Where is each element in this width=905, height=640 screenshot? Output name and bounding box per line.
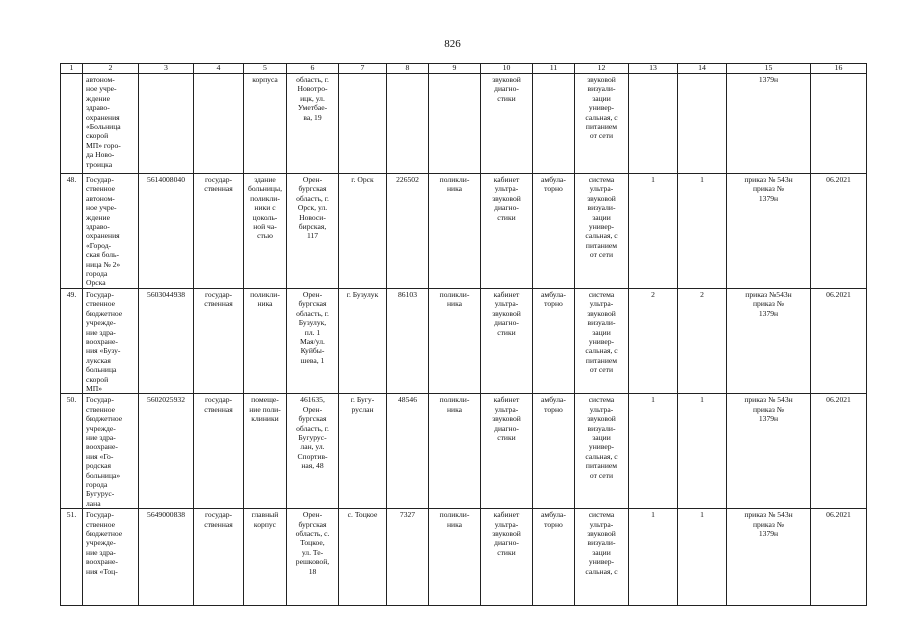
table-cell: поликли- ника [429, 288, 481, 393]
table-cell: поликли- ника [429, 509, 481, 606]
column-header: 3 [139, 64, 194, 74]
table-cell: амбула- торно [533, 174, 575, 289]
table-cell: Орен- бургская область, г. Орск, ул. Новоси- бирская, 117 [287, 174, 339, 289]
table-cell: 2 [629, 288, 678, 393]
table-cell: область, г. Новотро- ицк, ул. Уметбае- ва, 19 [287, 74, 339, 174]
table-cell [678, 74, 727, 174]
table-cell: Государ- ственное бюджетное учрежде- ние здра- воохране- ния «Тоц- [83, 509, 139, 606]
table-cell [61, 74, 83, 174]
column-header: 6 [287, 64, 339, 74]
table-cell: 7327 [387, 509, 429, 606]
table-cell: 1 [678, 394, 727, 509]
table-cell: Орен- бургская область, г. Бузулук, пл. 1 Мая/ул. Куйбы- шева, 1 [287, 288, 339, 393]
table-cell: амбула- торно [533, 509, 575, 606]
column-header: 9 [429, 64, 481, 74]
table-cell: 1 [629, 394, 678, 509]
column-header: 14 [678, 64, 727, 74]
table-cell [339, 74, 387, 174]
table-cell: корпуса [244, 74, 287, 174]
table-cell [533, 74, 575, 174]
table-row [61, 74, 867, 174]
table-cell: кабинет ультра- звуковой диагно- стики [481, 394, 533, 509]
table-cell: 86103 [387, 288, 429, 393]
table-cell: кабинет ультра- звуковой диагно- стики [481, 174, 533, 289]
column-header: 12 [575, 64, 629, 74]
table-cell: государ- ственная [194, 288, 244, 393]
table-cell: система ультра- звуковой визуали- зации универ- сальная, с питанием от сети [575, 394, 629, 509]
table-cell: г. Орск [339, 174, 387, 289]
column-header: 11 [533, 64, 575, 74]
table-cell: 1 [629, 509, 678, 606]
table-cell: помеще- ние поли- клиники [244, 394, 287, 509]
table-cell: государ- ственная [194, 174, 244, 289]
table-row [61, 394, 867, 509]
table-cell: 1 [678, 509, 727, 606]
table-cell: с. Тоцкое [339, 509, 387, 606]
table-cell: Государ- ственное автоном- ное учре- ждение здраво- охранения «Город- ская боль- ница № 2» города Орска [83, 174, 139, 289]
column-header: 15 [727, 64, 811, 74]
table-cell: система ультра- звуковой визуали- зации универ- сальная, с [575, 509, 629, 606]
table-cell: приказ № 543н приказ № 1379н [727, 394, 811, 509]
column-header: 5 [244, 64, 287, 74]
column-header: 8 [387, 64, 429, 74]
table-cell: 1379н [727, 74, 811, 174]
table-cell: г. Бузулук [339, 288, 387, 393]
table-cell: главный корпус [244, 509, 287, 606]
table-cell: 06.2021 [811, 509, 867, 606]
column-header: 1 [61, 64, 83, 74]
page-number: 826 [444, 38, 461, 50]
table-cell: 06.2021 [811, 288, 867, 393]
table-cell: 2 [678, 288, 727, 393]
table-cell: государ- ственная [194, 394, 244, 509]
column-header: 10 [481, 64, 533, 74]
table-cell: Орен- бургская область, с. Тоцкое, ул. Те- решковой, 18 [287, 509, 339, 606]
table-cell [629, 74, 678, 174]
table-cell: приказ № 543н приказ № 1379н [727, 174, 811, 289]
table-cell [194, 74, 244, 174]
table-cell: 48546 [387, 394, 429, 509]
table-cell: звуковой диагно- стики [481, 74, 533, 174]
table-cell: поликли- ника [429, 394, 481, 509]
table-cell: 5603044938 [139, 288, 194, 393]
table-cell [139, 74, 194, 174]
column-header: 13 [629, 64, 678, 74]
table-cell: звуковой визуали- зации универ- сальная, с питанием от сети [575, 74, 629, 174]
table-cell [387, 74, 429, 174]
column-header: 16 [811, 64, 867, 74]
table-cell: кабинет ультра- звуковой диагно- стики [481, 509, 533, 606]
table-cell: 1 [629, 174, 678, 289]
table-cell: автоном- ное учре- ждение здраво- охранения «Больница скорой МП» горо- да Ново- троицка [83, 74, 139, 174]
table-cell: кабинет ультра- звуковой диагно- стики [481, 288, 533, 393]
table-cell: 1 [678, 174, 727, 289]
table-cell: 5614008040 [139, 174, 194, 289]
table-cell: система ультра- звуковой визуали- зации универ- сальная, с питанием от сети [575, 174, 629, 289]
table-cell: 5602025932 [139, 394, 194, 509]
table-cell: 50. [61, 394, 83, 509]
table-cell: поликли- ника [429, 174, 481, 289]
table-cell: амбула- торно [533, 394, 575, 509]
table-cell: 06.2021 [811, 174, 867, 289]
table-cell: Государ- ственное бюджетное учрежде- ние здра- воохране- ния «Го- родская больница» города Бугурус- лана [83, 394, 139, 509]
table-cell: 06.2021 [811, 394, 867, 509]
table-cell [811, 74, 867, 174]
table-cell: 461635, Орен- бургская область, г. Бугурус- лан, ул. Спортив- ная, 48 [287, 394, 339, 509]
table-cell: Государ- ственное бюджетное учрежде- ние здра- воохране- ния «Бузу- лукская больница скорой МП» [83, 288, 139, 393]
table-cell: система ультра- звуковой визуали- зации универ- сальная, с питанием от сети [575, 288, 629, 393]
table-cell: 5649000838 [139, 509, 194, 606]
table-cell: 49. [61, 288, 83, 393]
table-cell [429, 74, 481, 174]
table-cell: здание больницы, поликли- ники с цоколь- ной ча- стью [244, 174, 287, 289]
table-row [61, 288, 867, 393]
column-header: 7 [339, 64, 387, 74]
table-cell: 48. [61, 174, 83, 289]
table-cell: амбула- торно [533, 288, 575, 393]
table-cell: приказ №543н приказ № 1379н [727, 288, 811, 393]
column-header: 4 [194, 64, 244, 74]
table-cell: приказ № 543н приказ № 1379н [727, 509, 811, 606]
column-header: 2 [83, 64, 139, 74]
table-cell: 226502 [387, 174, 429, 289]
table-cell: 51. [61, 509, 83, 606]
register-table [60, 63, 867, 606]
table-row [61, 509, 867, 606]
header-row [61, 64, 867, 74]
table-cell: государ- ственная [194, 509, 244, 606]
table-cell: г. Бугу- руслан [339, 394, 387, 509]
table-cell: поликли- ника [244, 288, 287, 393]
table-row [61, 174, 867, 289]
